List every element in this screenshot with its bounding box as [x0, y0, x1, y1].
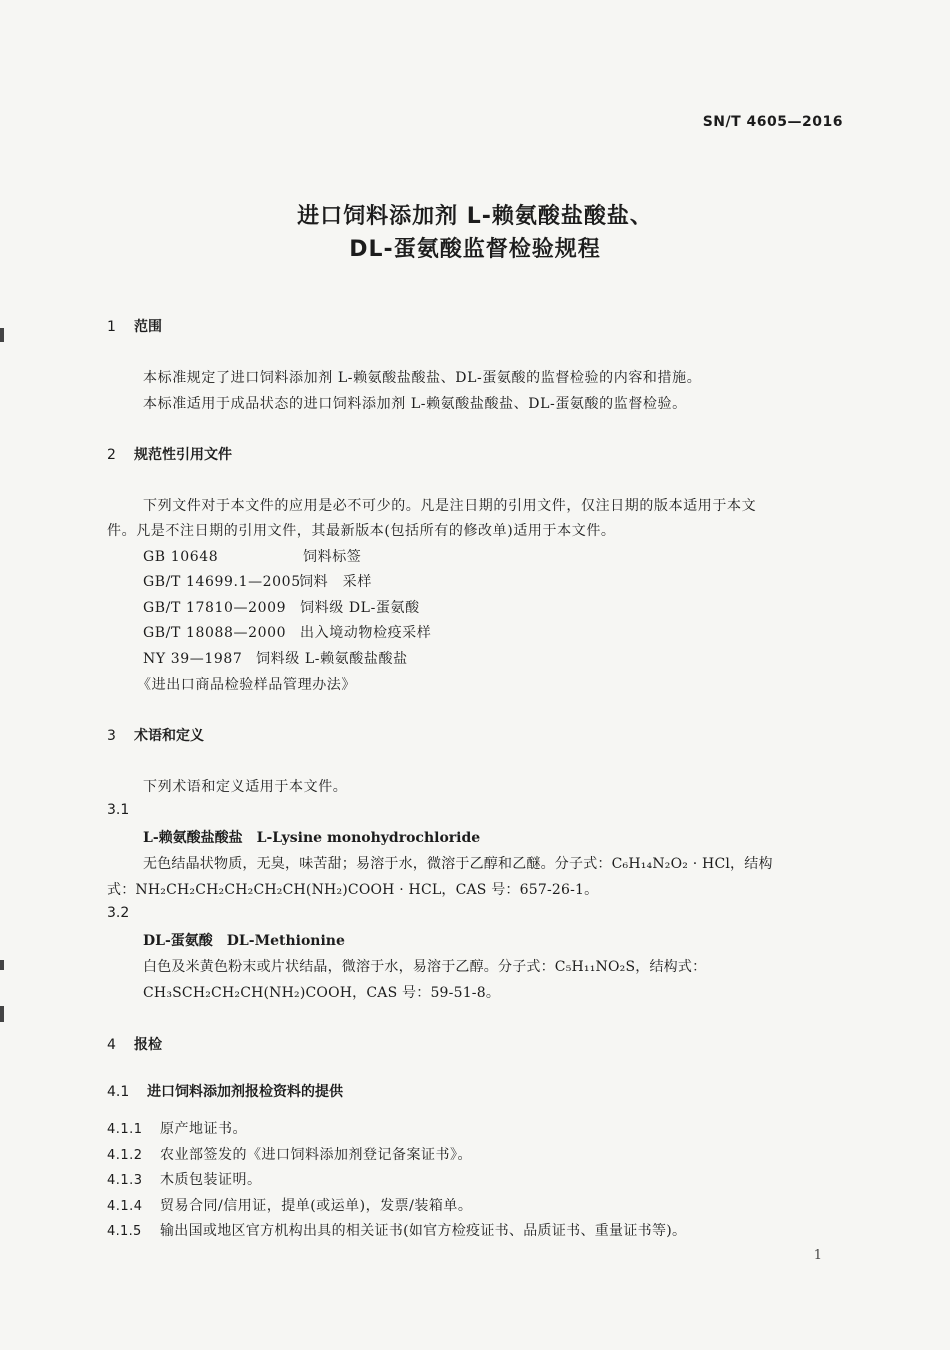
term-number: 3.1 [107, 802, 130, 818]
document-title-line1: 进口饲料添加剂 L-赖氨酸盐酸盐、 [297, 204, 653, 229]
section-number: 2 [107, 447, 116, 463]
subsection-heading-4-1 [107, 1081, 343, 1101]
section-heading-3 [107, 725, 204, 745]
reference-title: 饲料 采样 [299, 574, 372, 590]
item-text: 农业部签发的《进口饲料添加剂登记备案证书》。 [160, 1147, 472, 1163]
section-heading-2 [107, 444, 232, 464]
reference-title: 饲料标签 [303, 549, 362, 565]
term-definition-line: 式：NH₂CH₂CH₂CH₂CH₂CH(NH₂)COOH · HCL，CAS 号：657-26-1。 [107, 882, 599, 898]
list-item [107, 1169, 262, 1189]
section-title: 报检 [134, 1037, 162, 1053]
reference-code: NY 39—1987 [143, 651, 243, 667]
section-number: 4 [107, 1037, 116, 1053]
reference-item: 《进出口商品检验样品管理办法》 [137, 677, 356, 693]
section-number: 1 [107, 319, 116, 335]
item-number: 4.1.3 [107, 1173, 143, 1188]
term-name: L-赖氨酸盐酸盐 L-Lysine monohydrochloride [143, 830, 481, 846]
section-number: 3 [107, 728, 116, 744]
subsection-number: 4.1 [107, 1084, 130, 1100]
scan-edge-mark [0, 328, 4, 342]
paragraph: 本标准适用于成品状态的进口饲料添加剂 L-赖氨酸盐酸盐、DL-蛋氨酸的监督检验。 [143, 396, 687, 412]
term-definition-line: 无色结晶状物质，无臭，味苦甜；易溶于水，微溶于乙醇和乙醚。分子式：C₆H₁₄N₂O₂ · HCl，结构 [143, 856, 773, 872]
reference-code: GB/T 17810—2009 [143, 600, 287, 616]
paragraph-line: 下列文件对于本文件的应用是必不可少的。凡是注日期的引用文件，仅注日期的版本适用于本文 [143, 498, 757, 514]
reference-title: 饲料级 DL-蛋氨酸 [300, 600, 420, 616]
item-number: 4.1.2 [107, 1148, 143, 1163]
section-heading-1 [107, 316, 162, 336]
list-item [107, 1118, 247, 1138]
term-number: 3.2 [107, 905, 130, 921]
reference-item [143, 546, 361, 566]
item-number: 4.1.4 [107, 1199, 143, 1214]
item-number: 4.1.5 [107, 1224, 142, 1239]
subsection-title: 进口饲料添加剂报检资料的提供 [147, 1084, 343, 1100]
reference-code: GB 10648 [143, 549, 219, 565]
paragraph: 下列术语和定义适用于本文件。 [143, 779, 348, 795]
item-number: 4.1.1 [107, 1122, 143, 1137]
scan-edge-mark [0, 960, 4, 970]
section-title: 范围 [134, 319, 162, 335]
reference-item [143, 648, 408, 668]
section-title: 规范性引用文件 [134, 447, 232, 463]
item-text: 原产地证书。 [160, 1121, 247, 1137]
reference-title: 饲料级 L-赖氨酸盐酸盐 [256, 651, 408, 667]
reference-item [143, 622, 431, 642]
item-text: 输出国或地区官方机构出具的相关证书(如官方检疫证书、品质证书、重量证书等)。 [160, 1223, 687, 1239]
document-title-line2: DL-蛋氨酸监督检验规程 [349, 237, 601, 262]
item-text: 木质包装证明。 [160, 1172, 262, 1188]
list-item [107, 1220, 686, 1240]
reference-code: GB/T 14699.1—2005 [143, 574, 301, 590]
reference-title: 出入境动物检疫采样 [300, 625, 432, 641]
section-heading-4 [107, 1034, 162, 1054]
reference-item [143, 597, 420, 617]
paragraph: 本标准规定了进口饲料添加剂 L-赖氨酸盐酸盐、DL-蛋氨酸的监督检验的内容和措施。 [143, 370, 702, 386]
reference-item [143, 571, 372, 591]
page-number: 1 [813, 1248, 822, 1263]
section-title: 术语和定义 [134, 728, 204, 744]
standard-number: SN/T 4605—2016 [702, 114, 843, 130]
paragraph-line: 件。凡是不注日期的引用文件，其最新版本(包括所有的修改单)适用于本文件。 [107, 523, 616, 539]
term-definition-line: 白色及米黄色粉末或片状结晶，微溶于水，易溶于乙醇。分子式：C₅H₁₁NO₂S，结构式： [143, 959, 707, 975]
term-name: DL-蛋氨酸 DL-Methionine [143, 933, 345, 949]
scan-edge-mark [0, 1006, 4, 1022]
reference-code: GB/T 18088—2000 [143, 625, 287, 641]
list-item [107, 1195, 472, 1215]
term-definition-line: CH₃SCH₂CH₂CH(NH₂)COOH，CAS 号：59-51-8。 [143, 985, 501, 1001]
list-item [107, 1144, 472, 1164]
item-text: 贸易合同/信用证，提单(或运单)，发票/装箱单。 [160, 1198, 473, 1214]
